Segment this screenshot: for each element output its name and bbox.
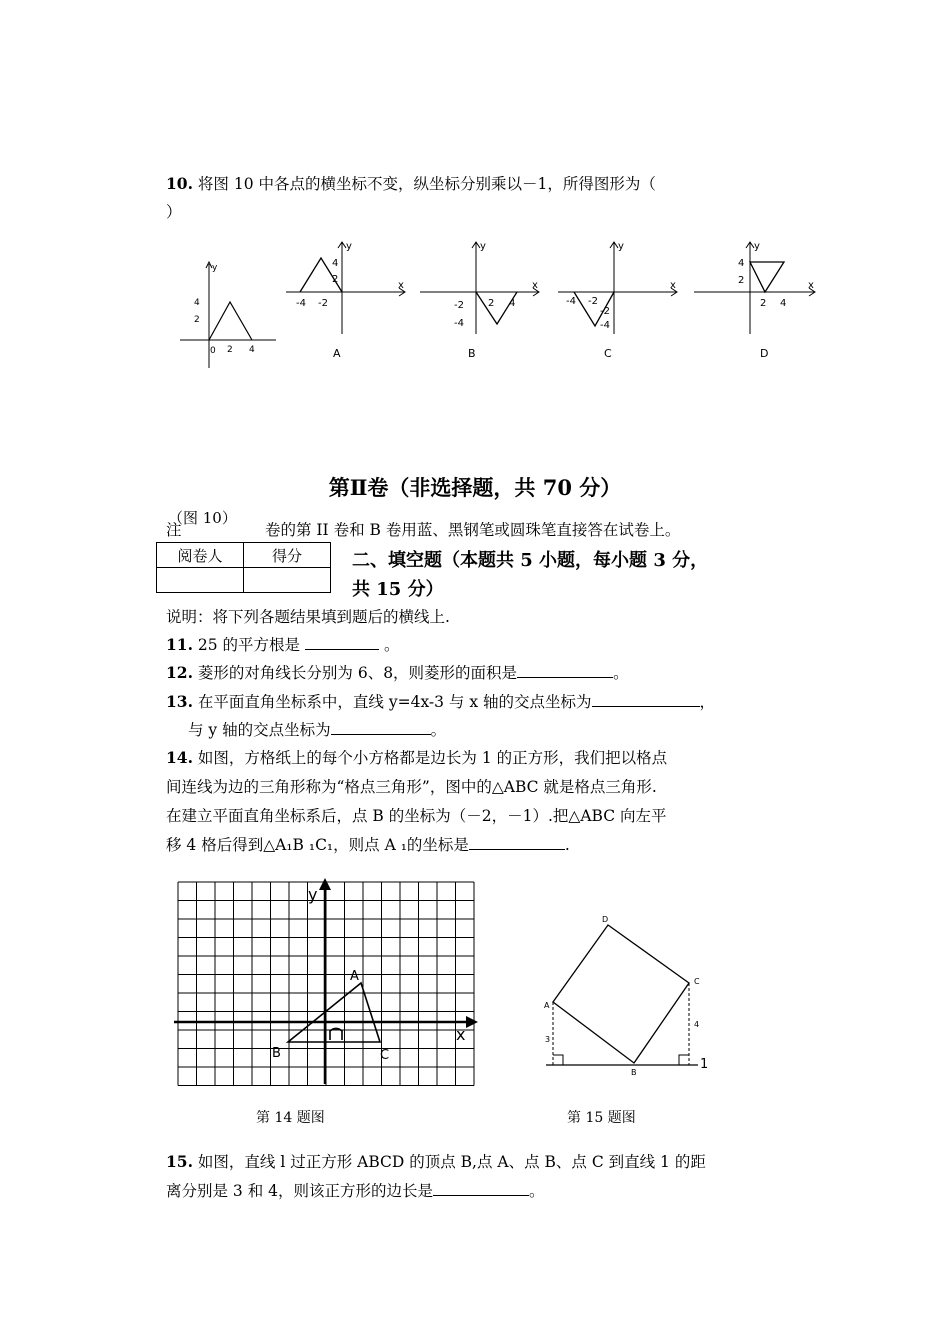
q10-option-d-figure [692,238,820,336]
d-tick-y1: 4 [738,258,745,269]
fig15-square-figure [536,910,716,1080]
q11-number: 11. [166,635,193,654]
q10-text: 将图 10 中各点的横坐标不变，纵坐标分别乘以－1，所得图形为（ [197,175,656,193]
q10-line1 [166,174,656,194]
q10-original-figure [172,258,278,370]
q10-option-a-figure [282,238,410,336]
q14-text4: 移 4 格后得到△A₁B ₁C₁，则点 A ₁的坐标是 [166,836,469,854]
b-tick-x3: 4 [509,298,516,309]
score-table [156,542,331,593]
q15-text2: 离分别是 3 和 4，则该正方形的边长是 [166,1182,434,1200]
q14-line3: 在建立平面直角坐标系后，点 B 的坐标为（－2，－1）.把△ABC 向左平 [166,807,667,825]
q14-line4 [166,835,570,855]
q15-number: 15. [166,1152,193,1171]
fig14-caption: 第 14 题图 [256,1110,325,1126]
q12-text: 菱形的对角线长分别为 6、8，则菱形的面积是 [197,664,518,682]
fig15-label-3: 3 [545,1035,551,1044]
q13-tail1: ， [699,693,716,711]
score-table-score-header: 得分 [244,543,331,568]
fig15-label-d: D [602,915,609,924]
q14-text1: 如图，方格纸上的每个小方格都是边长为 1 的正方形，我们把以格点 [197,749,668,767]
section2-heading-line1: 二、填空题（本题共 5 小题，每小题 3 分， [352,550,709,571]
q10-option-c-figure [556,238,682,336]
c-tick-x2: -2 [588,296,598,307]
c-tick-x1: -4 [566,296,576,307]
q13-line1 [166,692,715,712]
a-x-label: x [398,280,404,291]
q10-number: 10. [166,174,193,193]
q10-line2 [166,202,182,222]
q13-answer-blank-1[interactable] [592,692,700,707]
d-tick-x1: 2 [760,298,767,309]
q11 [166,635,399,655]
q15-text1: 如图，直线 l 过正方形 ABCD 的顶点 B,点 A、点 B、点 C 到直线 1 的距 [197,1153,706,1171]
d-y-label: y [754,241,760,252]
q13-text2: 与 y 轴的交点坐标为 [188,721,331,739]
q12-number: 12. [166,663,193,682]
d-x-label: x [808,280,814,291]
a-tick-y2: 2 [332,274,339,285]
d-tick-x2: 4 [780,298,787,309]
q14-answer-blank[interactable] [469,835,565,850]
d-tick-y2: 2 [738,275,745,286]
q10-paren: ） [166,203,182,221]
q15-line1 [166,1152,706,1172]
orig-tick-4: 4 [249,345,255,355]
b-tick-x1: -2 [454,300,464,311]
q10-option-b-figure [418,238,544,336]
a-y-label: y [346,241,352,252]
fig15-label-l: 1 [700,1057,709,1072]
section2-heading-line2: 共 15 分） [352,579,444,600]
q13-line2 [188,720,446,740]
q15-answer-blank[interactable] [433,1181,529,1196]
q11-tail: 。 [383,636,400,654]
score-table-grader-cell[interactable] [157,568,244,593]
b-x-label: x [532,280,538,291]
q15-line2 [166,1181,545,1201]
q12-tail: 。 [613,664,629,682]
c-tick-y2: -4 [600,320,610,331]
part2-note: 卷的第 II 卷和 B 卷用蓝、黑钢笔或圆珠笔直接答在试卷上。 [265,521,681,539]
option-b-label: B [468,347,476,360]
b-y-label: y [480,241,486,252]
q13-number: 13. [166,692,193,711]
q15-tail: 。 [529,1182,545,1200]
orig-y-label: y [212,263,218,273]
b-tick-x2: 2 [488,298,495,309]
q13-answer-blank-2[interactable] [331,720,431,735]
q11-answer-blank[interactable] [305,635,379,650]
fig14-label-c: C [380,1048,390,1063]
q14-tail: . [564,836,570,854]
score-table-grader-header: 阅卷人 [157,543,244,568]
a-tick-y1: 4 [332,258,339,269]
q12-answer-blank[interactable] [517,663,613,678]
q11-text: 25 的平方根是 [197,636,301,654]
b-tick-y1: -4 [454,318,464,329]
q12 [166,663,629,683]
q10-figure-caption: （图 10） [168,509,237,527]
fig14-y-label: y [308,885,318,904]
q14-line2: 间连线为边的三角形称为“格点三角形”，图中的△ABC 就是格点三角形. [166,778,657,796]
a-tick-x1: -4 [296,298,306,309]
c-y-label: y [618,241,624,252]
fig15-label-a: A [544,1001,550,1010]
fig14-label-a: A [350,969,359,984]
fig15-label-b: B [631,1068,637,1077]
fig15-label-4: 4 [694,1020,700,1029]
orig-tick-y4: 4 [194,298,200,308]
orig-tick-0: 0 [210,346,216,356]
q14-line1 [166,748,667,768]
q13-tail2: 。 [430,721,447,739]
orig-tick-2: 2 [227,345,233,355]
a-tick-x2: -2 [318,298,328,309]
q13-text1: 在平面直角坐标系中，直线 y=4x-3 与 x 轴的交点坐标为 [197,693,592,711]
option-d-label: D [760,347,769,360]
option-a-label: A [333,347,341,360]
option-c-label: C [604,347,612,360]
c-x-label: x [670,280,676,291]
part2-note-prefix: 注 [166,521,182,539]
orig-tick-y2: 2 [194,315,200,325]
fig14-x-label: x [456,1025,466,1044]
c-tick-y1: -2 [600,306,610,317]
score-table-score-cell[interactable] [244,568,331,593]
section2-instruction: 说明：将下列各题结果填到题后的横线上. [166,608,450,626]
part2-title: 第Ⅱ卷（非选择题，共 70 分） [328,475,622,500]
fig15-caption: 第 15 题图 [567,1110,636,1126]
fig14-grid-figure [170,874,490,1090]
q14-number: 14. [166,748,193,767]
fig14-label-b: B [272,1046,281,1061]
fig15-label-c: C [694,977,700,986]
